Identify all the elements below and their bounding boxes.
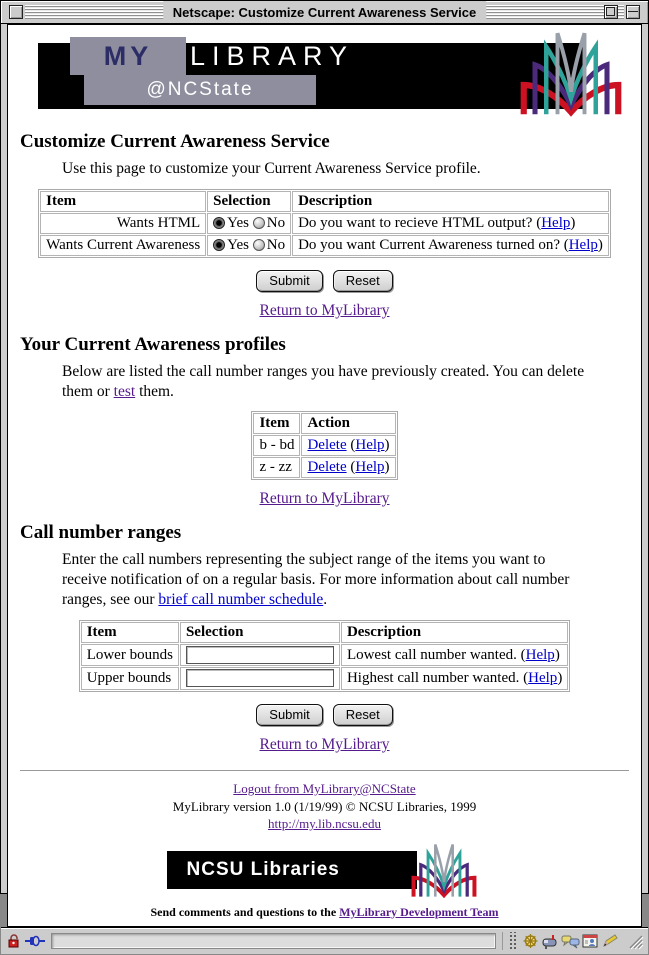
delete-link[interactable]: Delete	[307, 437, 347, 454]
customize-intro: Use this page to customize your Current Awareness Service profile.	[62, 160, 481, 177]
radio-no-label: No	[266, 236, 286, 253]
help-link[interactable]: Help	[568, 236, 598, 253]
close-box-icon[interactable]	[9, 5, 23, 19]
radio-yes-label: Yes	[227, 214, 249, 231]
item-label: Wants Current Awareness	[40, 235, 206, 256]
security-lock-icon[interactable]	[5, 932, 25, 950]
paren-open: (	[346, 459, 356, 476]
composer-pen-icon[interactable]	[600, 932, 620, 950]
brand-my-box	[70, 37, 186, 75]
table-row	[81, 667, 569, 690]
brand-my-text: MY	[103, 40, 153, 71]
return-mylibrary-link[interactable]: Return to MyLibrary	[259, 735, 390, 753]
table-header-row	[40, 191, 609, 212]
col-item: Item	[81, 622, 179, 643]
component-bar-grip[interactable]	[508, 932, 518, 950]
ncsu-banner-text: NCSU Libraries	[186, 858, 340, 880]
ranges-table	[79, 620, 571, 692]
status-message-field	[51, 933, 496, 949]
radio-yes-label: Yes	[227, 236, 249, 253]
ranges-intro	[62, 550, 589, 609]
logout-link[interactable]: Logout from MyLibrary@NCState	[233, 780, 416, 796]
paren-close: )	[384, 437, 390, 454]
paren-close: )	[384, 459, 390, 476]
col-selection: Selection	[207, 191, 291, 212]
action-cell	[301, 435, 395, 456]
test-link[interactable]: test	[113, 382, 136, 400]
table-row	[253, 435, 395, 456]
ranges-intro-text: Enter the call numbers representing the subject range of the items you want to receive notification of on a regular basis. For more information about call number ranges, see our	[62, 551, 570, 609]
ncsu-banner-background	[167, 851, 417, 889]
col-description: Description	[292, 191, 609, 212]
return-mylibrary-link[interactable]: Return to MyLibrary	[259, 490, 390, 508]
description-text: Do you want to recieve HTML output? (	[298, 214, 542, 231]
radio-yes[interactable]	[213, 217, 225, 229]
profiles-heading: Your Current Awareness profiles	[20, 333, 286, 355]
help-link[interactable]: Help	[355, 437, 385, 454]
table-header-row	[253, 413, 395, 434]
reset-button[interactable]: Reset	[333, 270, 393, 292]
profiles-intro	[62, 362, 589, 402]
profiles-intro-text-after: them.	[135, 382, 174, 400]
brand-library-text: LIBRARY	[190, 41, 355, 71]
description-text-close: )	[557, 670, 563, 687]
discussions-icon[interactable]	[560, 932, 580, 950]
component-bar	[502, 932, 644, 950]
description-text-close: )	[554, 646, 560, 663]
reset-button[interactable]: Reset	[333, 704, 393, 726]
col-item: Item	[253, 413, 300, 434]
mailbox-icon[interactable]	[540, 932, 560, 950]
ncsu-libraries-banner	[167, 843, 483, 901]
col-item: Item	[40, 191, 206, 212]
ncsu-fan-logo-icon	[405, 843, 483, 901]
submit-button[interactable]: Submit	[256, 270, 322, 292]
col-selection: Selection	[180, 622, 340, 643]
profile-range: z - zz	[253, 457, 300, 478]
return-mylibrary-link[interactable]: Return to MyLibrary	[259, 301, 390, 319]
radio-group-wants-html	[207, 213, 291, 234]
radio-group-wants-ca	[207, 235, 291, 256]
browser-viewport	[7, 24, 642, 927]
upper-bounds-input[interactable]	[186, 669, 334, 687]
ranges-intro-text-after: .	[323, 591, 328, 609]
table-header-row	[81, 622, 569, 643]
description-text-close: )	[597, 236, 603, 253]
action-cell	[301, 457, 395, 478]
table-row	[40, 213, 609, 234]
table-row	[81, 644, 569, 667]
window-title: Netscape: Customize Current Awareness Service	[163, 1, 486, 23]
description-text: Do you want Current Awareness turned on? (	[298, 236, 569, 253]
help-link[interactable]: Help	[355, 459, 385, 476]
brand-ncstate-text: @NCState	[146, 79, 254, 100]
help-link[interactable]: Help	[528, 670, 558, 687]
brand-ncstate-box	[84, 75, 316, 105]
col-action: Action	[301, 413, 395, 434]
help-link[interactable]: Help	[525, 646, 555, 663]
description-text-close: )	[570, 214, 576, 231]
delete-link[interactable]: Delete	[307, 459, 347, 476]
collapse-box-icon[interactable]	[626, 5, 640, 19]
title-bar[interactable]	[1, 1, 648, 24]
comments-text: Send comments and questions to the	[150, 904, 340, 919]
call-number-schedule-link[interactable]: brief call number schedule	[158, 591, 324, 609]
radio-yes[interactable]	[213, 239, 225, 251]
zoom-box-icon[interactable]	[604, 5, 618, 19]
input-cell	[180, 644, 340, 667]
description-cell	[292, 213, 609, 234]
description-cell	[341, 644, 568, 667]
site-url-link[interactable]: http://my.lib.ncsu.edu	[268, 816, 381, 832]
profiles-intro-text: Below are listed the call number ranges you have previously created. You can delete them or	[62, 362, 585, 400]
submit-button[interactable]: Submit	[256, 704, 322, 726]
item-label: Wants HTML	[40, 213, 206, 234]
description-cell	[292, 235, 609, 256]
mylibrary-banner	[38, 37, 629, 117]
paren-open: (	[346, 437, 356, 454]
description-cell	[341, 667, 568, 690]
input-cell	[180, 667, 340, 690]
description-text: Lowest call number wanted. (	[346, 646, 526, 663]
ranges-heading: Call number ranges	[20, 522, 182, 544]
version-text: MyLibrary version 1.0 (1/19/99) © NCSU Libraries, 1999	[172, 798, 477, 814]
customize-heading: Customize Current Awareness Service	[20, 131, 330, 152]
profiles-table	[251, 411, 397, 480]
radio-no-label: No	[266, 214, 286, 231]
profile-range: b - bd	[253, 435, 300, 456]
window-resize-grip[interactable]	[626, 932, 644, 950]
item-label: Lower bounds	[81, 644, 179, 667]
customize-table	[38, 189, 611, 258]
help-link[interactable]: Help	[541, 214, 571, 231]
address-book-icon[interactable]	[580, 932, 600, 950]
navigator-wheel-icon[interactable]	[520, 932, 540, 950]
radio-no[interactable]	[253, 239, 265, 251]
lower-bounds-input[interactable]	[186, 646, 334, 664]
radio-no[interactable]	[253, 217, 265, 229]
comments-line	[20, 905, 629, 920]
footer-divider	[20, 770, 629, 772]
table-row	[40, 235, 609, 256]
status-bar	[1, 927, 648, 954]
connection-plug-icon[interactable]	[25, 932, 45, 950]
table-row	[253, 457, 395, 478]
col-description: Description	[341, 622, 568, 643]
ncsu-fan-logo-icon	[496, 31, 646, 121]
dev-team-link[interactable]: MyLibrary Development Team	[339, 904, 499, 919]
item-label: Upper bounds	[81, 667, 179, 690]
description-text: Highest call number wanted. (	[346, 670, 529, 687]
